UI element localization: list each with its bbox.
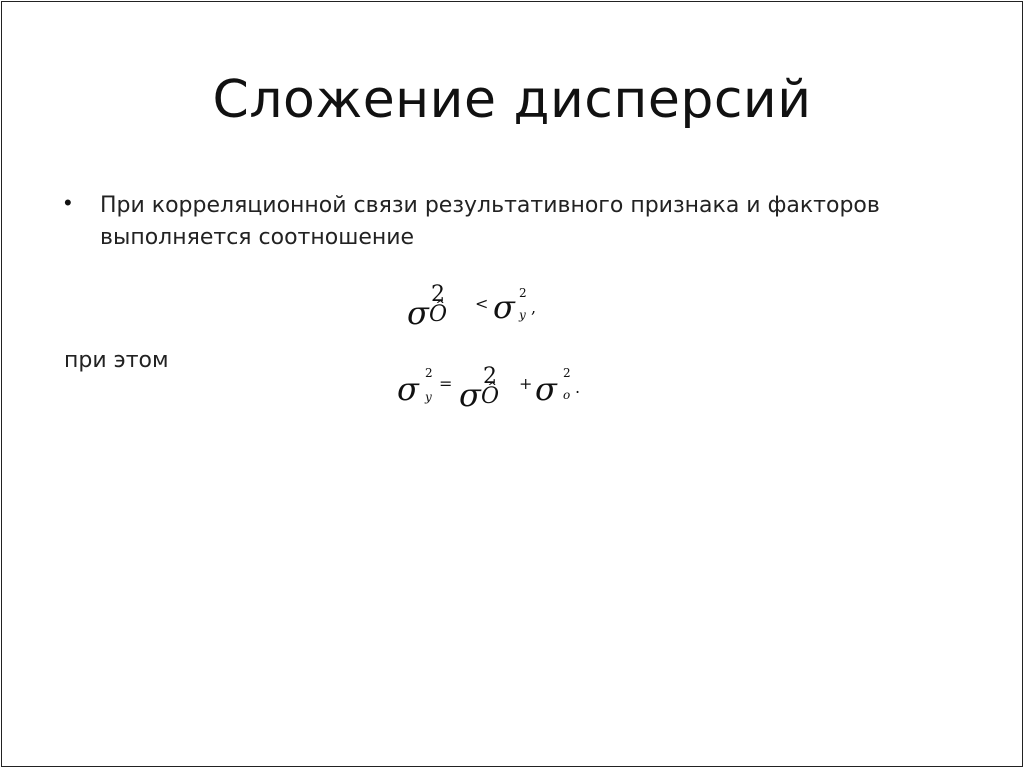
superscript: 2 — [431, 282, 445, 307]
superscript: 2 — [519, 286, 527, 300]
slide-title: Сложение дисперсий — [212, 70, 812, 130]
formula-sum — [397, 362, 597, 422]
bullet-text: При корреляционной связи результативного признака и факторов выполняется соотношение — [100, 193, 880, 250]
slide — [1, 1, 1023, 767]
superscript: 2 — [563, 366, 571, 380]
operator-plus: + — [519, 374, 533, 393]
superscript: 2 — [483, 364, 497, 389]
text-pri-etom: при этом — [64, 348, 169, 373]
subscript: Ô — [481, 384, 500, 409]
operator-equals: = — [439, 374, 453, 393]
operator-less-than: < — [475, 294, 489, 313]
sigma-symbol: σ — [535, 370, 557, 408]
bullet-icon: • — [64, 190, 72, 215]
sigma-symbol: σ — [493, 288, 515, 326]
sigma-symbol: σ — [407, 294, 429, 332]
comma: , — [531, 298, 537, 317]
sigma-symbol: σ — [397, 370, 419, 408]
subscript: y — [425, 390, 432, 404]
subscript: Ô — [429, 302, 448, 327]
formula-inequality — [407, 282, 567, 342]
subscript: o — [563, 388, 571, 402]
period: . — [575, 378, 581, 397]
sigma-symbol: σ — [459, 376, 481, 414]
subscript: y — [519, 308, 526, 322]
superscript: 2 — [425, 366, 433, 380]
